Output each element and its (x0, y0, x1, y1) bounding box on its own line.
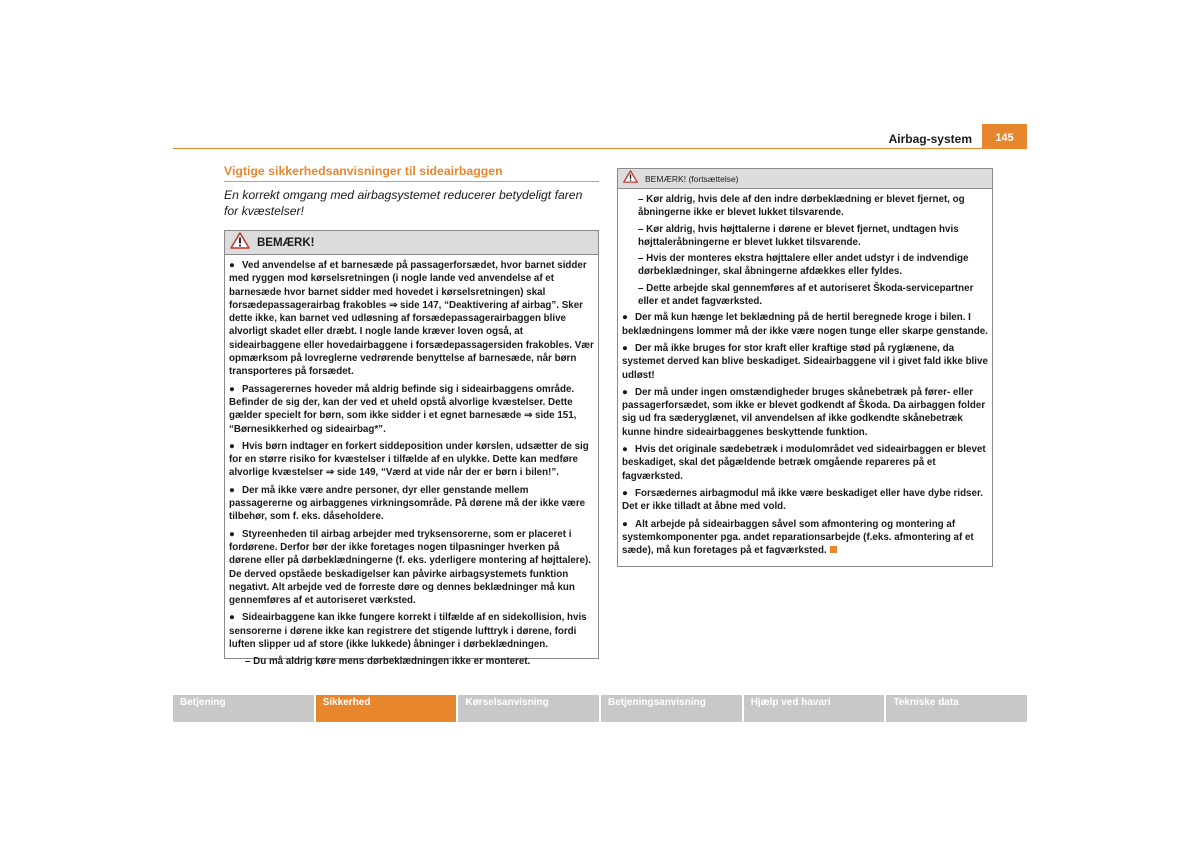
warning-box-left (224, 230, 599, 668)
tab-hjaelp-ved-havari[interactable]: Hjælp ved havari (744, 695, 885, 722)
running-header-title: Airbag-system (888, 132, 972, 146)
warning-item-text: Sideairbaggene kan ikke fungere korrekt i tilfælde af en sidekollision, hvis sensorerne i dørene ikke kan registrere det stigende lufttryk i dørene, fordi luften slipper ud af store (ikke lukkede) åbninger i dørbeklædningen. (229, 612, 587, 651)
warning-body (225, 255, 598, 669)
warning-item-text: Der må kun hænge let beklædning på de hertil beregnede kroge i bilen. I beklædningens lommer må der ikke være nogen tunge eller skarpe genstande. (622, 312, 988, 337)
warning-item-text: Hvis børn indtager en forkert siddeposition under kørslen, udsætter de sig for en større risiko for kvæstelser i tilfælde af en ulykke. Dette kan medføre alvorlige kvæstelser ⇒ side 149, “Værd at vide når der er børn i bilen!”. (229, 440, 589, 479)
warning-item-text: Hvis det originale sædebetræk i modulområdet ved sideairbaggen er blevet beskadiget, skal det pågældende betræk omgående repareres på et fagværksted. (622, 444, 986, 482)
warning-item: ● Forsædernes airbagmodul må ikke være beskadiget eller have dybe ridser. Det er ikke tilladt at åbne med vold. (622, 487, 983, 513)
end-square-icon (830, 546, 837, 553)
warning-item: ● Der må ikke være andre personer, dyr eller genstande mellem passagererne og airbaggenes virkningsområde. På dørene må der ikke være tilbehør, som f. eks. dåseholdere. (229, 484, 586, 523)
warning-header (225, 231, 598, 255)
warning-item: ● Styreenheden til airbag arbejder med tryksensorerne, som er placeret i fordørene. Derfor bør der ikke foretages nogen tilpasninger hverken på dørene eller på dørbeklædningerne (f. eks. yderligere montering af højttalere). De derved opståede beskadigelser kan påvirke airbagsystemets funktion negativt. Alt arbejde ved de forreste døre og dennes beklædninger må kun gennemføres af et autoriseret værksted. (229, 528, 592, 607)
warning-dash-text: Dette arbejde skal gennemføres af et autoriseret Škoda-servicepartner eller et andet fagværksted. (638, 282, 974, 308)
warning-dash-text: Kør aldrig, hvis højttalerne i dørene er blevet fjernet, undtagen hvis højttaleråbningerne er blevet lukket tilsvarende. (638, 223, 959, 248)
warning-dash-text: Du må aldrig køre mens dørbeklædningen ikke er monteret. (253, 656, 531, 668)
warning-triangle-icon (623, 170, 638, 188)
warning-triangle-icon (230, 232, 250, 254)
tab-tekniske-data[interactable]: Tekniske data (886, 695, 1027, 722)
warning-header-continued (618, 169, 992, 189)
warning-item-text: Ved anvendelse af et barnesæde på passagerforsædet, hvor barnet sidder med ryggen mod kørselsretningen (i nogle lande ved anvendelse af et barnesæde hvor barnet sidder med hovedet i kørselsretningen) skal forsædepassagerairbag frakobles ⇒ side 147, “Deaktivering af airbag”. Sker dette ikke, kan barnet ved udløsning af forsædepassagerairbaggen blive alvorligt skadet eller dræbt. I nogle lande kræver loven også, at sideairbaggene eller hovedairbaggene i forsædepassagersiden frakobles. Vær opmærksom på lovreglerne vedrørende benyttelse af barnesæde, når børn transporteres på forsædet. (229, 260, 594, 378)
warning-box-right (617, 168, 993, 567)
tab-sikkerhed[interactable]: Sikkerhed (316, 695, 457, 722)
warning-title: BEMÆRK! (257, 236, 315, 249)
section (224, 164, 599, 219)
warning-title-continued: BEMÆRK! (fortsættelse) (645, 173, 739, 184)
warning-item-text: Der må under ingen omstændigheder bruges skånebetræk på fører- eller passagerforsædet, som ikke er blevet godkendt af Škoda. Da airbaggen folder sig ud fra sæderyglænet, vil anvendelsen af ikke godkendte skånebetræk kunne hindre sideairbaggenes beskyttende funktion. (622, 386, 986, 438)
page-number: 145 (982, 124, 1027, 148)
warning-dash-item: – Kør aldrig, hvis højttalerne i dørene er blevet fjernet, undtagen hvis højttaleråbningerne er blevet lukket tilsvarende. (638, 223, 959, 248)
warning-item-text: Der må ikke bruges for stor kraft eller kraftige stød på ryglænene, da systemet derved kan blive beskadiget. Sideairbaggene vil i givet fald ikke blive udløst! (622, 342, 988, 381)
header-rule (173, 148, 1027, 149)
warning-dash-text: Kør aldrig, hvis dele af den indre dørbeklædning er blevet fjernet, og åbningerne ikke er blevet lukket tilsvarende. (638, 194, 965, 219)
warning-item-text: Styreenheden til airbag arbejder med tryksensorerne, som er placeret i fordørene. Derfor bør der ikke foretages nogen tilpasninger hverken på dørene eller på dørbeklædningerne (f. eks. yderligere montering af højttalere). De derved opståede beskadigelser kan påvirke airbagsystemets funktion negativt. Alt arbejde ved de forreste døre og dennes beklædninger må kun gennemføres af et autoriseret værksted. (229, 528, 592, 607)
warning-dash-text: Hvis der monteres ekstra højttalere eller andet udstyr i de indvendige dørbeklædninger, skal åbningerne afdækkes eller fyldes. (638, 253, 969, 278)
tab-korselsanvisning[interactable]: Kørselsanvisning (458, 695, 599, 722)
warning-item: ● Hvis det originale sædebetræk i modulområdet ved sideairbaggen er blevet beskadiget, skal det pågældende betræk omgående repareres på et fagværksted. (622, 444, 986, 482)
tab-betjening[interactable]: Betjening (173, 695, 314, 722)
section-heading: Vigtige sikkerhedsanvisninger til sideairbaggen (224, 164, 599, 182)
warning-dash-item: – Kør aldrig, hvis dele af den indre dørbeklædning er blevet fjernet, og åbningerne ikke er blevet lukket tilsvarende. (638, 194, 965, 219)
warning-item: ● Ved anvendelse af et barnesæde på passagerforsædet, hvor barnet sidder med ryggen mod kørselsretningen (i nogle lande ved anvendelse af et barnesæde hvor barnet sidder med hovedet i kørselsretningen) skal forsædepassagerairbag frakobles ⇒ side 147, “Deaktivering af airbag”. Sker dette ikke, kan barnet ved udløsning af forsædepassagerairbaggen blive alvorligt skadet eller dræbt. I nogle lande kræver loven også, at sideairbaggene eller hovedairbaggene i forsædepassagersiden frakobles. Vær opmærksom på lovreglerne vedrørende benyttelse af barnesæde, når børn transporteres på forsædet. (229, 260, 594, 378)
warning-item: ● Passagerernes hoveder må aldrig befinde sig i sideairbaggens område. Befinder de sig der, kan der ved et uheld opstå alvorlige kvæstelser. Dette gælder specielt for børn, som ikke sidder i et egnet barnesæde ⇒ side 151, “Børnesikkerhed og sideairbag*”. (229, 383, 577, 435)
warning-item: ● Der må under ingen omstændigheder bruges skånebetræk på fører- eller passagerforsædet, som ikke er blevet godkendt af Škoda. Da airbaggen folder sig ud fra sæderyglænet, vil anvendelsen af ikke godkendte skånebetræk kunne hindre sideairbaggenes beskyttende funktion. (622, 386, 986, 438)
warning-item-text: Der må ikke være andre personer, dyr eller genstande mellem passagererne og airbaggenes virkningsområde. På dørene må der ikke være tilbehør, som f. eks. dåseholdere. (229, 484, 586, 523)
warning-item: ● Der må ikke bruges for stor kraft eller kraftige stød på ryglænene, da systemet derved kan blive beskadiget. Sideairbaggene vil i givet fald ikke blive udløst! (622, 342, 988, 381)
warning-dash-item: – Dette arbejde skal gennemføres af et autoriseret Škoda-servicepartner eller et andet fagværksted. (638, 282, 974, 308)
tab-betjeningsanvisning[interactable]: Betjeningsanvisning (601, 695, 742, 722)
warning-item-text: Passagerernes hoveder må aldrig befinde sig i sideairbaggens område. Befinder de sig der, kan der ved et uheld opstå alvorlige kvæstelser. Dette gælder specielt for børn, som ikke sidder i et egnet barnesæde ⇒ side 151, “Børnesikkerhed og sideairbag*”. (229, 383, 577, 435)
footer-nav (173, 695, 1027, 722)
warning-item: ● Alt arbejde på sideairbaggen såvel som afmontering og montering af systemkomponenter pga. andet reparationsarbejde (f.eks. afmontering af et sæde), må kun foretages på et fagværksted. (622, 518, 974, 557)
warning-item-text: Forsædernes airbagmodul må ikke være beskadiget eller have dybe ridser. Det er ikke tilladt at åbne med vold. (622, 487, 983, 513)
warning-dash-item: – Du må aldrig køre mens dørbeklædningen ikke er monteret. (245, 656, 531, 668)
warning-dash-item: – Hvis der monteres ekstra højttalere eller andet udstyr i de indvendige dørbeklædninger, skal åbningerne afdækkes eller fyldes. (638, 253, 969, 278)
warning-item: ● Der må kun hænge let beklædning på de hertil beregnede kroge i bilen. I beklædningens lommer må der ikke være nogen tunge eller skarpe genstande. (622, 312, 988, 337)
warning-item: ● Hvis børn indtager en forkert siddeposition under kørslen, udsætter de sig for en større risiko for kvæstelser i tilfælde af en ulykke. Dette kan medføre alvorlige kvæstelser ⇒ side 149, “Værd at vide når der er børn i bilen!”. (229, 440, 589, 479)
section-intro: En korrekt omgang med airbagsystemet reducerer betydeligt faren for kvæstelser! (224, 188, 583, 218)
warning-item-text: Alt arbejde på sideairbaggen såvel som afmontering og montering af systemkomponenter pga. andet reparationsarbejde (f.eks. afmontering af et sæde), må kun foretages på et fagværksted. (622, 518, 974, 557)
warning-item: ● Sideairbaggene kan ikke fungere korrekt i tilfælde af en sidekollision, hvis sensorerne i dørene ikke kan registrere det stigende lufttryk i dørene, fordi luften slipper ud af store (ikke lukkede) åbninger i dørbeklædningen. (229, 612, 587, 651)
warning-body-continued (618, 189, 992, 557)
